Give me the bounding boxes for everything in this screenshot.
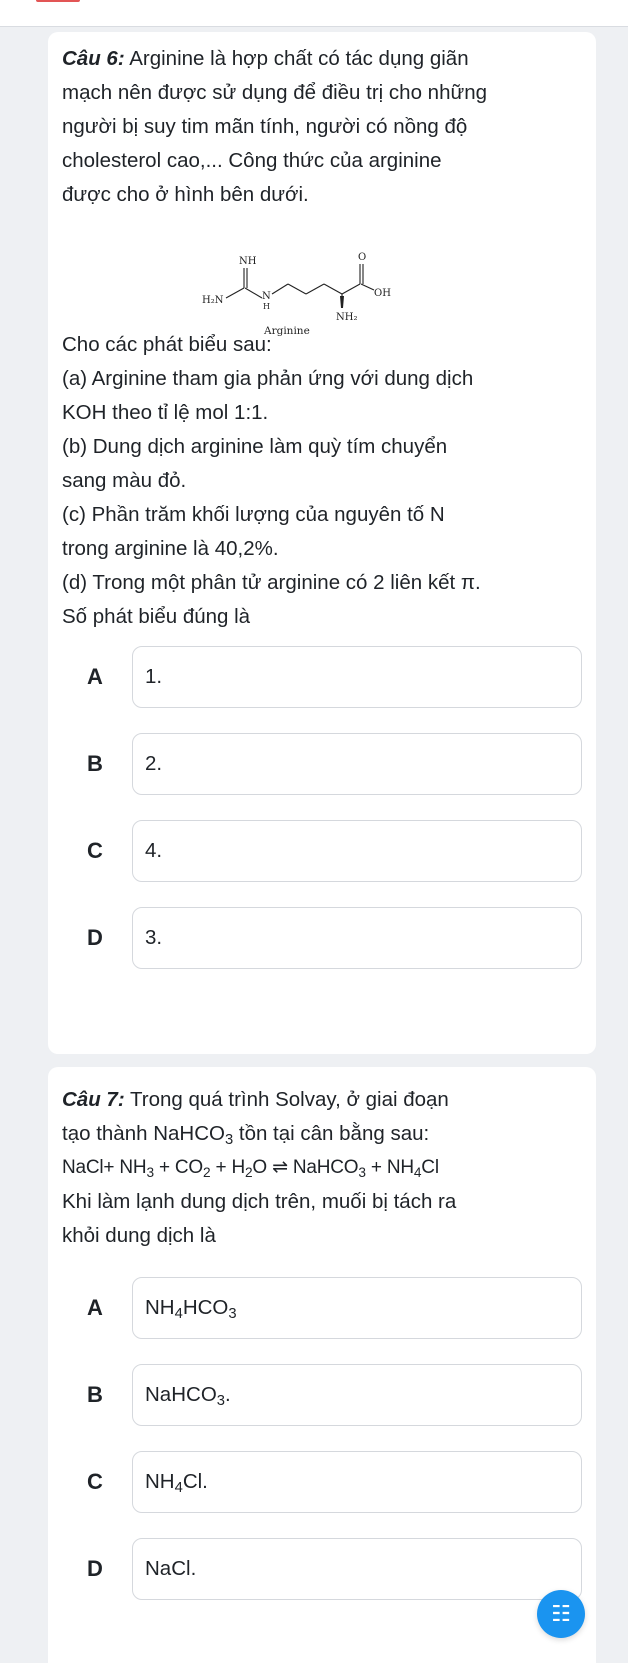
option-letter: B: [87, 751, 103, 776]
q7-line2-pre: tạo thành NaHCO: [62, 1122, 225, 1145]
option-answer-box[interactable]: 1.: [132, 646, 582, 708]
molecule-caption: Arginine: [264, 325, 310, 337]
question-6-prompt: Số phát biểu đúng là: [62, 605, 251, 628]
question-7-options: [62, 1277, 582, 1600]
statements-intro: Cho các phát biểu sau:: [62, 333, 272, 356]
option-answer-box[interactable]: 3.: [132, 907, 582, 969]
question-7-line-3: Khi làm lạnh dung dịch trên, muối bị tách ra: [62, 1190, 457, 1213]
q7-option-c[interactable]: [62, 1451, 582, 1513]
eq-sub: 2: [245, 1164, 253, 1180]
label-h2n: H₂N: [202, 295, 224, 306]
opt-sub: 3: [228, 1306, 237, 1323]
list-icon[interactable]: ☷: [537, 1590, 585, 1638]
option-answer-box[interactable]: 2.: [132, 733, 582, 795]
statement-d: (d) Trong một phân tử arginine có 2 liên kết π.: [62, 571, 481, 594]
opt-text: NH: [145, 1470, 175, 1493]
option-letter: A: [87, 1295, 103, 1320]
option-answer-box[interactable]: 4.: [132, 820, 582, 882]
eq-part: + CO: [153, 1157, 204, 1178]
q6-option-c[interactable]: [62, 820, 582, 882]
label-h: H: [263, 302, 270, 311]
option-letter: D: [87, 925, 103, 950]
label-o: O: [358, 252, 367, 263]
eq-part: O ⇌ NaHCO: [252, 1157, 359, 1178]
option-letter: D: [87, 1556, 103, 1581]
label-oh: OH: [374, 288, 391, 299]
eq-sub: 2: [203, 1164, 211, 1180]
option-answer-box[interactable]: [132, 1277, 582, 1339]
question-6-options: [62, 646, 582, 969]
arginine-structure-drawing: [188, 246, 418, 376]
label-nh2: NH₂: [336, 312, 358, 323]
eq-sub: 4: [413, 1164, 422, 1180]
eq-part: Cl: [421, 1157, 439, 1178]
q7-line2-sub: 3: [224, 1132, 234, 1149]
statement-b-line-2: sang màu đỏ.: [62, 469, 187, 492]
eq-part: + H: [210, 1157, 245, 1178]
question-7-text: [62, 1083, 582, 1253]
statement-a-line-1: (a) Arginine tham gia phản ứng với dung dịch: [62, 367, 474, 390]
question-card-6: [48, 32, 596, 1054]
label-n: N: [262, 291, 271, 302]
opt-text: .: [224, 1383, 231, 1406]
question-7-line-2: [62, 1117, 582, 1151]
opt-text: NH: [145, 1296, 175, 1319]
option-letter: C: [87, 838, 103, 863]
opt-text: NaHCO: [145, 1383, 217, 1406]
option-answer-box[interactable]: [132, 1364, 582, 1426]
question-7-line-4: khỏi dung dịch là: [62, 1224, 216, 1247]
question-6-line-5: được cho ở hình bên dưới.: [62, 183, 309, 206]
statement-c-line-1: (c) Phần trăm khối lượng của nguyên tố N: [62, 503, 445, 526]
option-answer-box[interactable]: [132, 1538, 582, 1600]
question-6-line-1: Arginine là hợp chất có tác dụng giãn: [124, 47, 469, 70]
eq-part: + NH: [365, 1157, 414, 1178]
opt-text: NaCl.: [145, 1557, 197, 1580]
opt-sub: 3: [216, 1393, 225, 1410]
option-letter: C: [87, 1469, 103, 1494]
equilibrium-equation: [62, 1151, 582, 1185]
question-card-7: [48, 1067, 596, 1663]
q7-option-b[interactable]: [62, 1364, 582, 1426]
q6-option-a[interactable]: [62, 646, 582, 708]
progress-indicator: [36, 0, 80, 2]
question-6-text: [62, 42, 582, 212]
statement-a-line-2: KOH theo tỉ lệ mol 1:1.: [62, 401, 269, 424]
q7-line2-post: tồn tại cân bằng sau:: [233, 1122, 430, 1145]
statement-b-line-1: (b) Dung dịch arginine làm quỳ tím chuyển: [62, 435, 448, 458]
option-letter: A: [87, 664, 103, 689]
eq-part: NaCl+ NH: [62, 1157, 147, 1178]
question-6-label: Câu 6:: [62, 47, 125, 70]
option-letter: B: [87, 1382, 103, 1407]
q7-option-a[interactable]: [62, 1277, 582, 1339]
question-6-line-3: người bị suy tim mãn tính, người có nồng độ: [62, 115, 468, 138]
statement-c-line-2: trong arginine là 40,2%.: [62, 537, 279, 560]
q6-option-d[interactable]: [62, 907, 582, 969]
question-6-line-4: cholesterol cao,... Công thức của arginine: [62, 149, 442, 172]
arginine-structure: [62, 234, 582, 370]
opt-sub: 4: [174, 1306, 183, 1323]
eq-sub: 3: [146, 1164, 154, 1180]
opt-text: Cl.: [182, 1470, 208, 1493]
eq-sub: 3: [358, 1164, 366, 1180]
opt-sub: 4: [174, 1480, 183, 1497]
question-7-line-1: Trong quá trình Solvay, ở giai đoạn: [124, 1088, 449, 1111]
q6-option-b[interactable]: [62, 733, 582, 795]
q7-option-d[interactable]: [62, 1538, 582, 1600]
question-6-line-2: mạch nên được sử dụng để điều trị cho những: [62, 81, 488, 104]
option-answer-box[interactable]: [132, 1451, 582, 1513]
top-bar: [0, 0, 628, 27]
opt-text: HCO: [182, 1296, 229, 1319]
label-nh: NH: [239, 256, 257, 267]
question-7-label: Câu 7:: [62, 1088, 125, 1111]
